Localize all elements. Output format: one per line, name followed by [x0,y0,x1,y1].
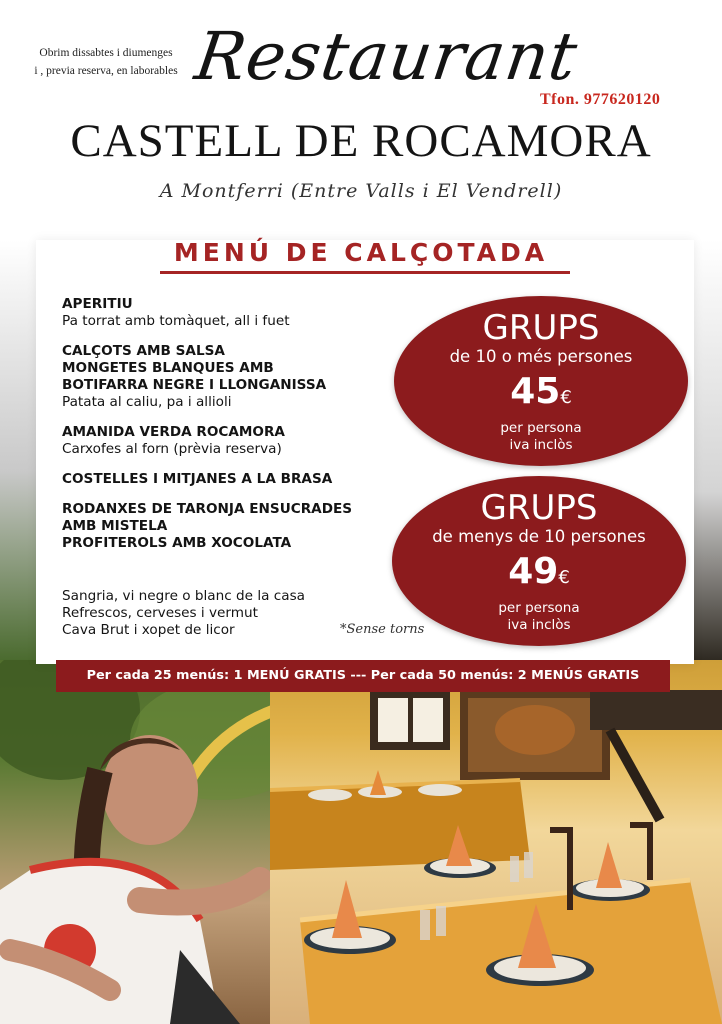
menu-item-title: BOTIFARRA NEGRE I LLONGANISSA [62,377,327,393]
no-turns-note: *Sense torns [340,622,425,637]
menu-item-title: MONGETES BLANQUES AMB [62,360,274,376]
badge-title: GRUPS [482,308,600,348]
menu-heading-underline [160,271,570,274]
menu-item-title: PROFITEROLS AMB XOCOLATA [62,535,292,551]
price-value: 49 [508,551,559,592]
location-subtitle: A Montferri (Entre Valls i El Vendrell) [159,180,563,202]
badge-price [394,370,688,420]
menu-item-title: CALÇOTS AMB SALSA [62,343,225,359]
price-badge-large-groups [394,296,688,466]
menu-item-amanida [62,424,402,458]
menu-item-title: AMB MISTELA [62,518,168,534]
badge-subtitle: de menys de 10 persones [432,527,646,546]
badge-note: per persona [498,600,580,616]
menu-item-title: COSTELLES I MITJANES A LA BRASA [62,471,333,487]
restaurant-script-title: Restaurant [190,18,583,95]
opening-hours-note [16,44,196,80]
menu-item-calcots [62,343,402,411]
menu-item-title: RODANXES DE TARONJA ENSUCRADES [62,501,353,517]
currency-symbol: € [558,567,570,588]
menu-item-detail: Carxofes al forn (prèvia reserva) [62,441,282,457]
menu-item-postres [62,501,402,552]
menu-item-aperitiu [62,296,402,330]
badge-note: per persona [500,420,582,436]
badge-title: GRUPS [480,488,598,528]
phone-number: Tfon. 977620120 [540,91,661,108]
restaurant-name: CASTELL DE ROCAMORA [70,115,652,167]
drink-line: Sangria, vi negre o blanc de la casa [62,588,306,604]
menu-item-title: APERITIU [62,296,133,312]
menu-item-title: AMANIDA VERDA ROCAMORA [62,424,285,440]
menu-items [62,296,402,565]
menu-heading: MENÚ DE CALÇOTADA [173,238,549,267]
free-menu-promo-bar: Per cada 25 menús: 1 MENÚ GRATIS --- Per cada 50 menús: 2 MENÚS GRATIS [56,660,670,692]
right-edge-fade [694,240,722,660]
drinks-list [62,588,305,639]
drink-line: Refrescos, cerveses i vermut [62,605,258,621]
currency-symbol: € [560,387,572,408]
menu-item-costelles [62,471,402,488]
badge-note: iva inclòs [509,437,573,453]
menu-item-detail: Patata al caliu, pa i allioli [62,394,232,410]
opening-hours-line-2: i , previa reserva, en laborables [34,65,178,77]
badge-note: iva inclòs [507,617,571,633]
opening-hours-line-1: Obrim dissabtes i diumenges [39,47,173,59]
price-value: 45 [510,371,561,412]
badge-subtitle: de 10 o més persones [449,347,633,366]
price-badge-small-groups [392,476,686,646]
left-edge-fade [0,240,36,660]
badge-price [392,550,686,600]
menu-item-detail: Pa torrat amb tomàquet, all i fuet [62,313,290,329]
drink-line: Cava Brut i xopet de licor [62,622,235,638]
